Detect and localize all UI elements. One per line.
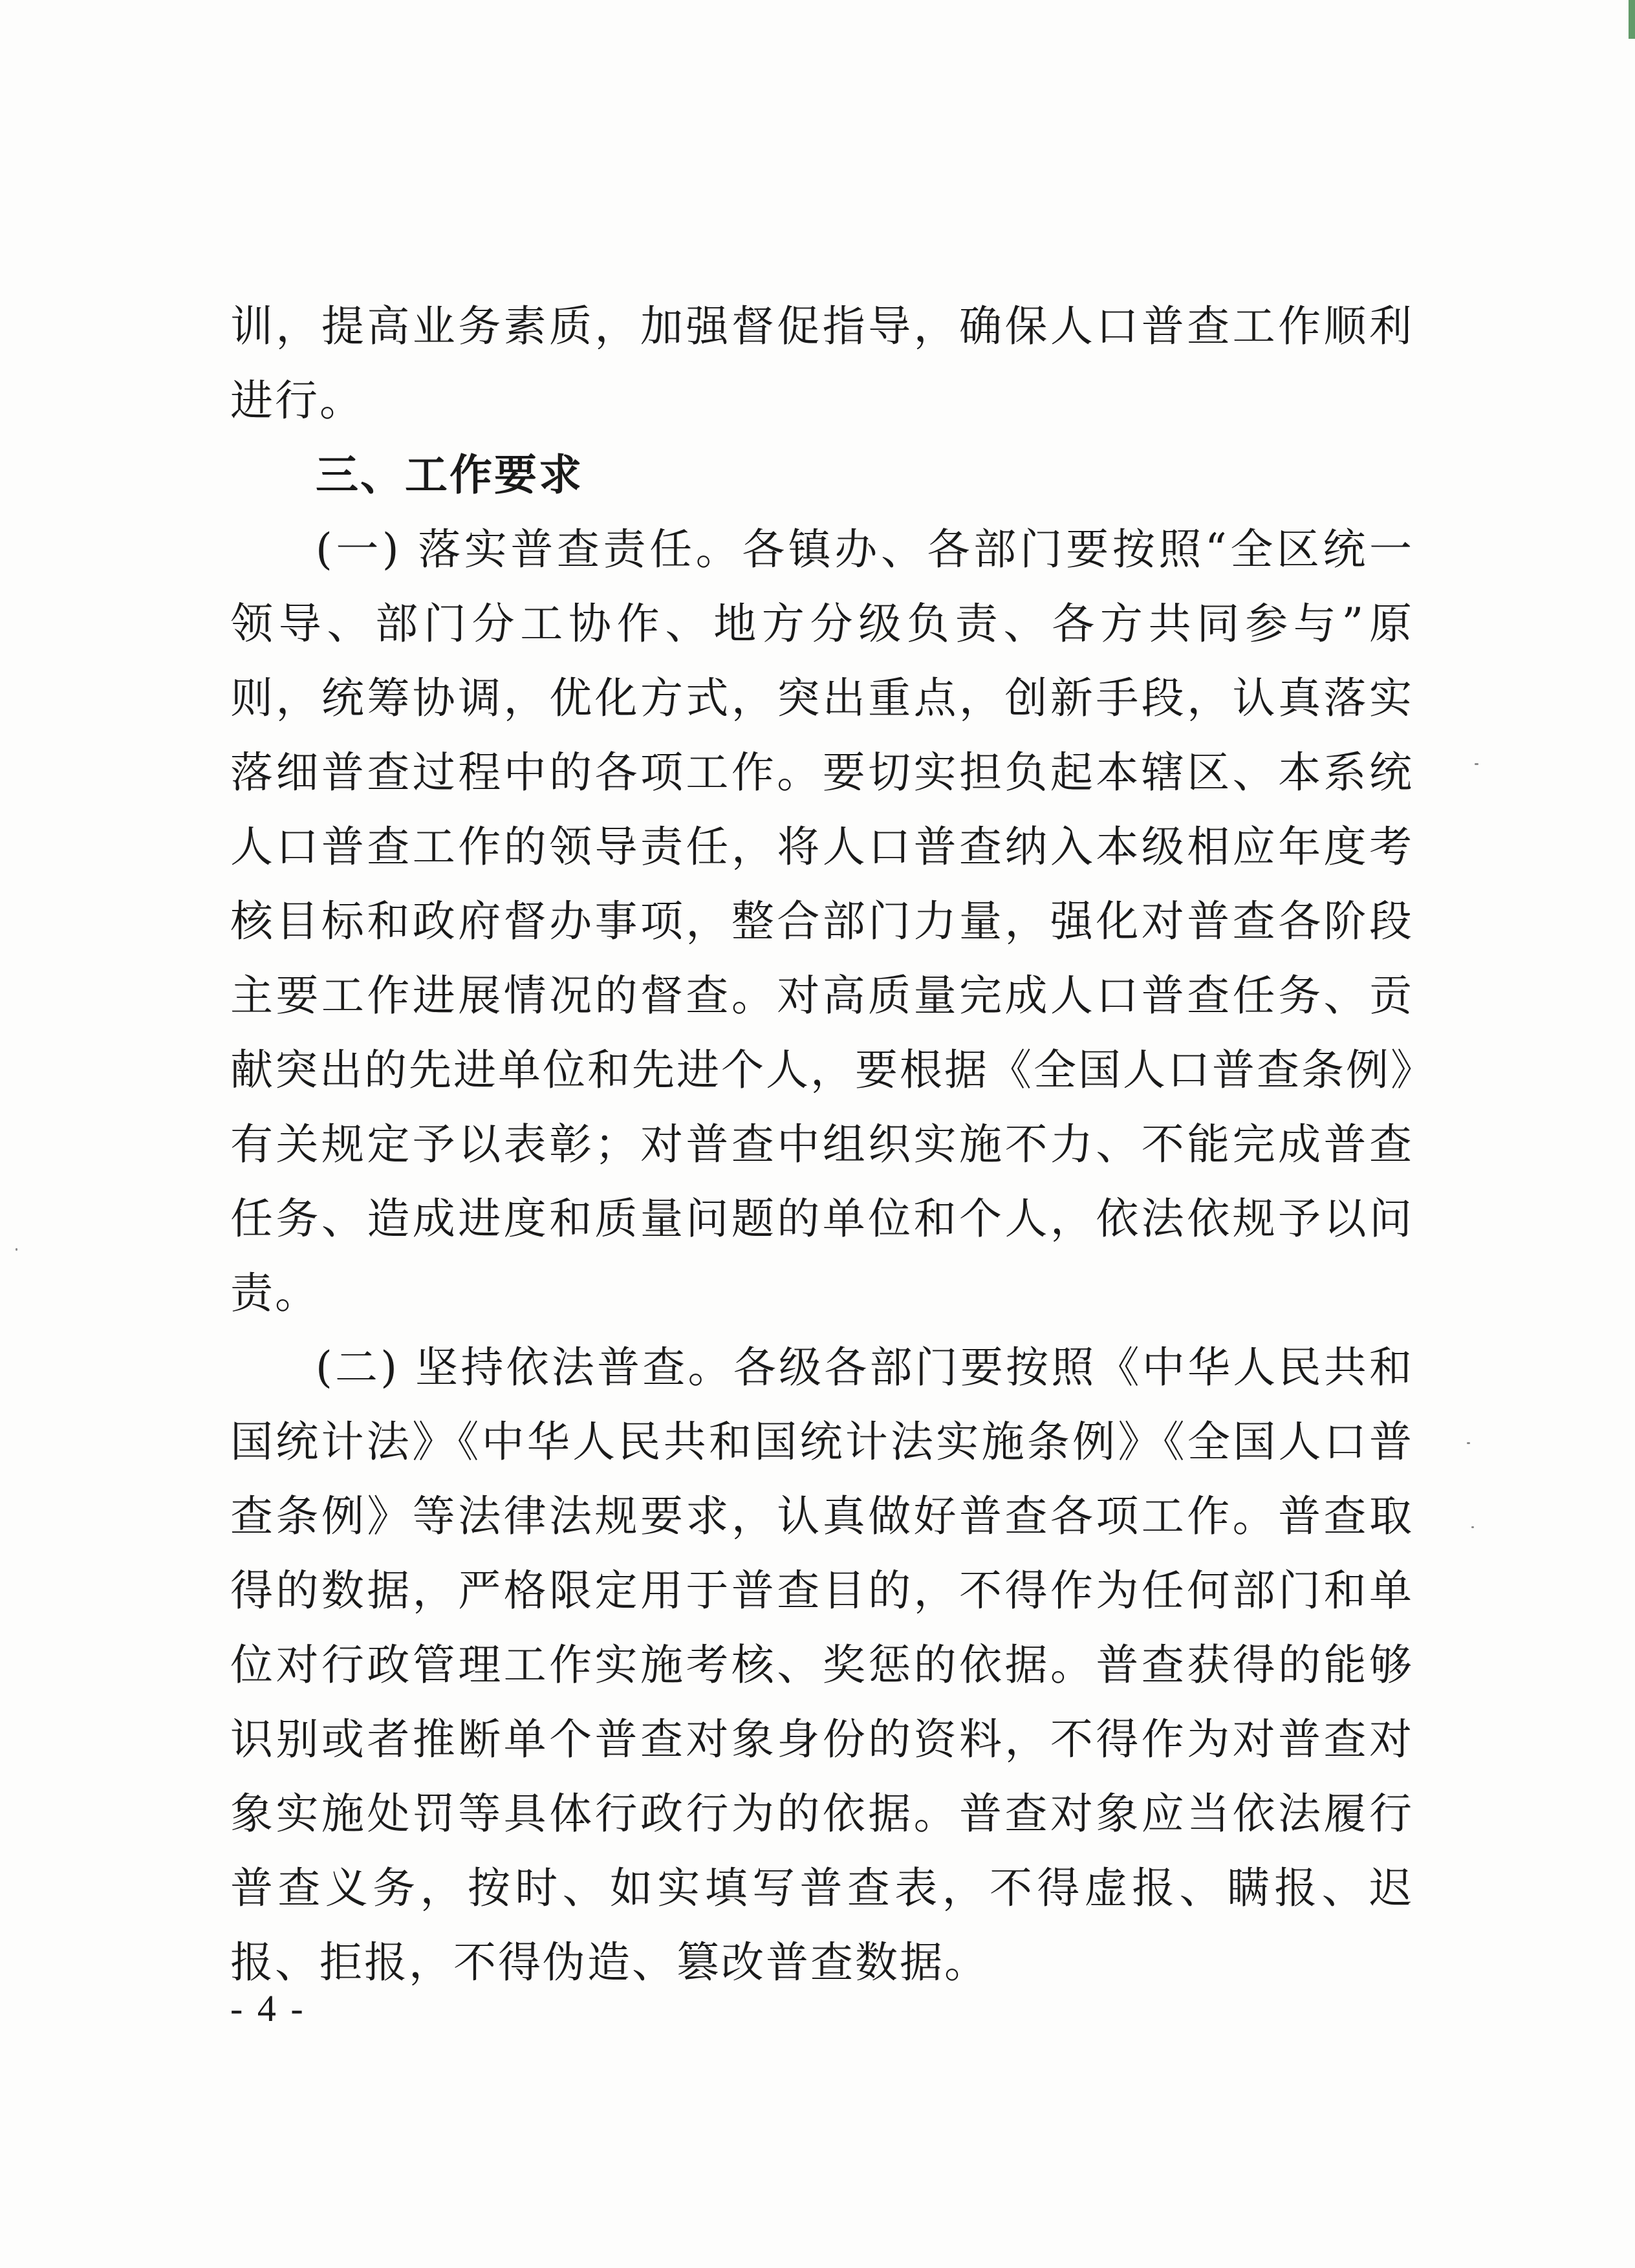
section-heading: 三、工作要求 (316, 450, 583, 500)
scan-speck (1475, 763, 1478, 765)
paragraph-responsibility: (一) 落实普查责任。各镇办、各部门要按照“全区统一领导、部门分工协作、地方分级负责、各方共同参与”原则，统筹协调，优化方式，突出重点，创新手段，认真落实落细普查过程中的各项工作。要切实担负起本辖区、本系统人口普查工作的领导责任，将人口普查纳入本级相应年度考核目标和政府督办事项，整合部门力量，强化对普查各阶段主要工作进展情况的督查。对高质量完成人口普查任务、贡献突出的先进单位和先进个人，要根据《全国人口普查条例》有关规定予以表彰；对普查中组织实施不力、不能完成普查任务、造成进度和质量问题的单位和个人，依法依规予以问责。 (230, 524, 1414, 1318)
scan-speck (16, 1248, 17, 1251)
scan-edge-mark (1629, 0, 1635, 39)
page-number: - 4 - (230, 1987, 306, 2029)
paragraph-legal-census: (二) 坚持依法普查。各级各部门要按照《中华人民共和国统计法》《中华人民共和国统计法实施条例》《全国人口普查条例》等法律法规要求，认真做好普查各项工作。普查取得的数据，严格限定用于普查目的，不得作为任何部门和单位对行政管理工作实施考核、奖惩的依据。普查获得的能够识别或者推断单个普查对象身份的资料，不得作为对普查对象实施处罚等具体行政行为的依据。普查对象应当依法履行普查义务，按时、如实填写普查表，不得虚报、瞒报、迟报、拒报，不得伪造、篡改普查数据。 (230, 1343, 1414, 1987)
scan-speck (1467, 1442, 1470, 1444)
document-body (230, 289, 1414, 2000)
scan-speck (1471, 1526, 1474, 1528)
paragraph-continuation: 训，提高业务素质，加强督促指导，确保人口普查工作顺利进行。 (230, 301, 1414, 426)
